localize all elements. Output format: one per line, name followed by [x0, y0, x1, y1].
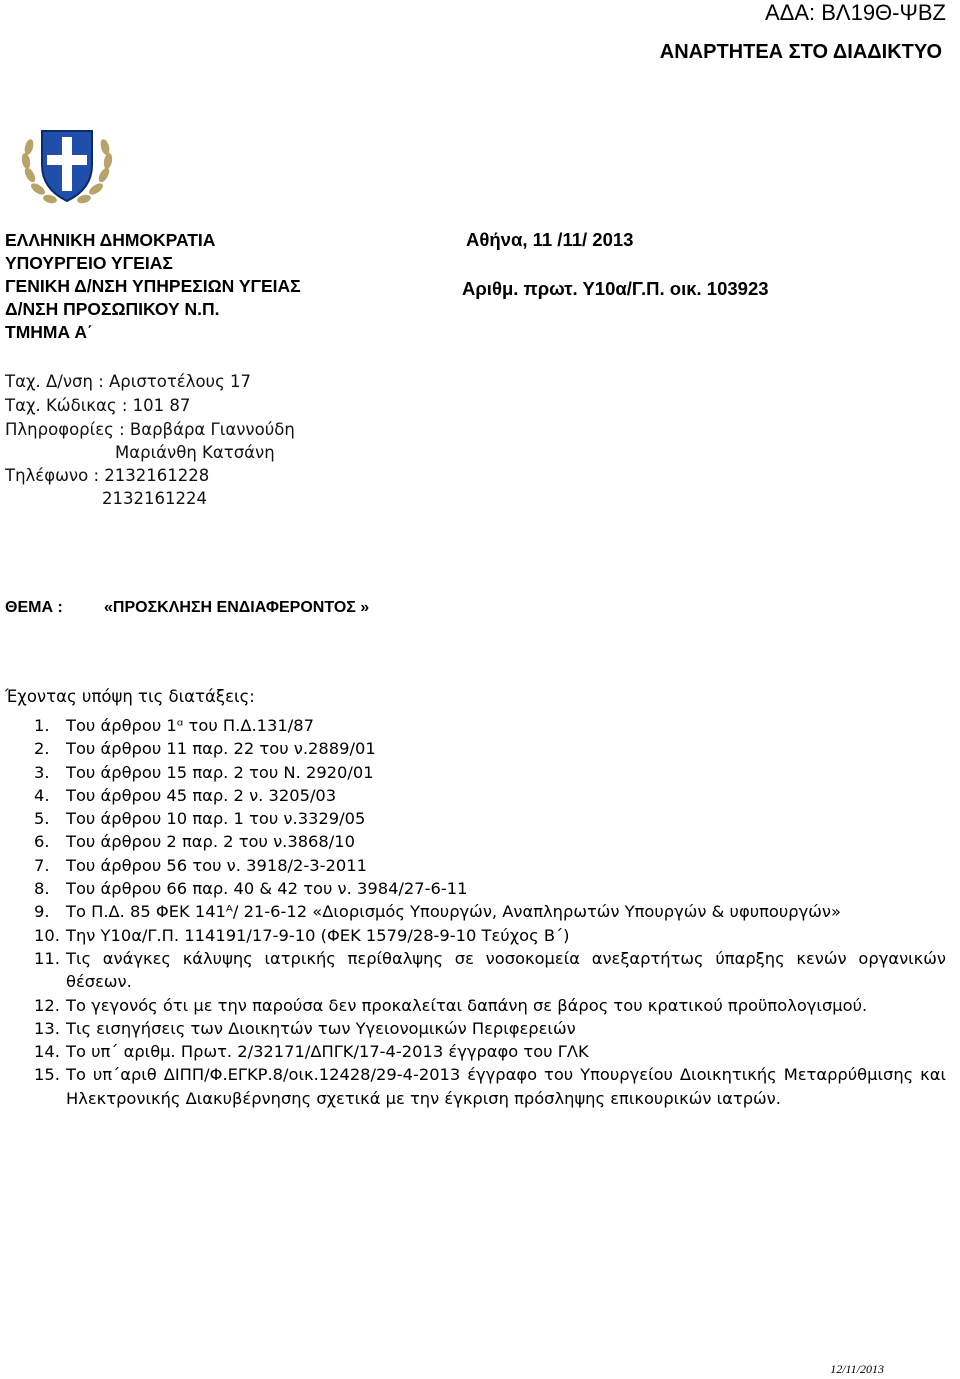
- list-item: 12. Το γεγονός ότι με την παρούσα δεν προκαλείται δαπάνη σε βάρος του κρατικού προϋπολογισμού.: [34, 995, 868, 1015]
- issuer-line-1: ΕΛΛΗΝΙΚΗ ΔΗΜΟΚΡΑΤΙΑ: [5, 230, 216, 250]
- subject-text: «ΠΡΟΣΚΛΗΣΗ ΕΝΔΙΑΦΕΡΟΝΤΟΣ »: [104, 599, 370, 616]
- greek-coat-of-arms-icon: [20, 115, 114, 209]
- protocol-number: Αριθμ. πρωτ. Υ10α/Γ.Π. οικ. 103923: [462, 278, 769, 299]
- issuer-line-2: ΥΠΟΥΡΓΕΙΟ ΥΓΕΙΑΣ: [5, 253, 173, 273]
- contact-phone: Τηλέφωνο : 2132161228: [5, 466, 210, 485]
- list-item: 1. Του άρθρου 1ᵅ του Π.Δ.131/87: [34, 716, 314, 735]
- issuer-line-4: Δ/ΝΣΗ ΠΡΟΣΩΠΙΚΟΥ Ν.Π.: [5, 299, 220, 319]
- list-item: 6. Του άρθρου 2 παρ. 2 του ν.3868/10: [34, 832, 355, 852]
- list-item: 4. Του άρθρου 45 παρ. 2 ν. 3205/03: [34, 785, 337, 805]
- contact-phone-2: 2132161224: [102, 489, 207, 508]
- contact-info-2: Μαριάνθη Κατσάνη: [115, 443, 275, 462]
- list-item: 8. Του άρθρου 66 παρ. 40 & 42 του ν. 3984/27-6-11: [34, 879, 468, 899]
- issuer-line-3: ΓΕΝΙΚΗ Δ/ΝΣΗ ΥΠΗΡΕΣΙΩΝ ΥΓΕΙΑΣ: [5, 276, 301, 296]
- list-item: 2. Του άρθρου 11 παρ. 22 του ν.2889/01: [34, 739, 376, 759]
- subject-label: ΘΕΜΑ :: [5, 599, 63, 616]
- contact-postcode: Ταχ. Κώδικας : 101 87: [5, 396, 191, 415]
- contact-address: Ταχ. Δ/νση : Αριστοτέλους 17: [5, 372, 252, 391]
- list-item: 7. Του άρθρου 56 του ν. 3918/2-3-2011: [34, 855, 367, 875]
- ada-code: ΑΔΑ: ΒΛ19Θ-ΨΒΖ: [764, 0, 946, 25]
- list-item: 5. Του άρθρου 10 παρ. 1 του ν.3329/05: [34, 809, 366, 829]
- list-item: 15. Το υπ΄αριθ ΔΙΠΠ/Φ.ΕΓΚΡ.8/οικ.12428/29-4-2013 έγγραφο του Υπουργείου Διοικητικής Μεταρρύθμισης και Ηλεκτρονικής Διακυβέρνησης σχετικά με την έγκριση πρόσληψης επικουρικών ιατρών.: [34, 1065, 946, 1108]
- footer-date: 12/11/2013: [830, 1362, 884, 1376]
- list-item: 13. Τις εισηγήσεις των Διοικητών των Υγειονομικών Περιφερειών: [34, 1018, 576, 1038]
- list-item: 10. Την Υ10α/Γ.Π. 114191/17-9-10 (ΦΕΚ 1579/28-9-10 Τεύχος Β΄): [34, 925, 570, 945]
- list-item: 9. Το Π.Δ. 85 ΦΕΚ 141ᴬ/ 21-6-12 «Διορισμός Υπουργών, Αναπληρωτών Υπουργών & υφυπουργών»: [34, 902, 841, 922]
- contact-info: Πληροφορίες : Βαρβάρα Γιαννούδη: [5, 420, 295, 439]
- list-item: 11. Τις ανάγκες κάλυψης ιατρικής περίθαλψης σε νοσοκομεία ανεξαρτήτως ύπαρξης κενών οργανικών θέσεων.: [34, 948, 946, 992]
- intro-text: Έχοντας υπόψη τις διατάξεις:: [5, 687, 255, 706]
- list-item: 3. Του άρθρου 15 παρ. 2 του Ν. 2920/01: [34, 762, 374, 782]
- issuer-line-5: ΤΜΗΜΑ Α΄: [5, 322, 93, 342]
- publication-notice: ΑΝΑΡΤΗΤΕΑ ΣΤΟ ΔΙΑΔΙΚΤΥΟ: [659, 41, 942, 63]
- legal-provisions-list: [34, 714, 946, 1110]
- document-date: Αθήνα, 11 /11/ 2013: [466, 229, 634, 250]
- list-item: 14. Το υπ΄ αριθμ. Πρωτ. 2/32171/ΔΠΓΚ/17-4-2013 έγγραφο του ΓΛΚ: [34, 1042, 589, 1062]
